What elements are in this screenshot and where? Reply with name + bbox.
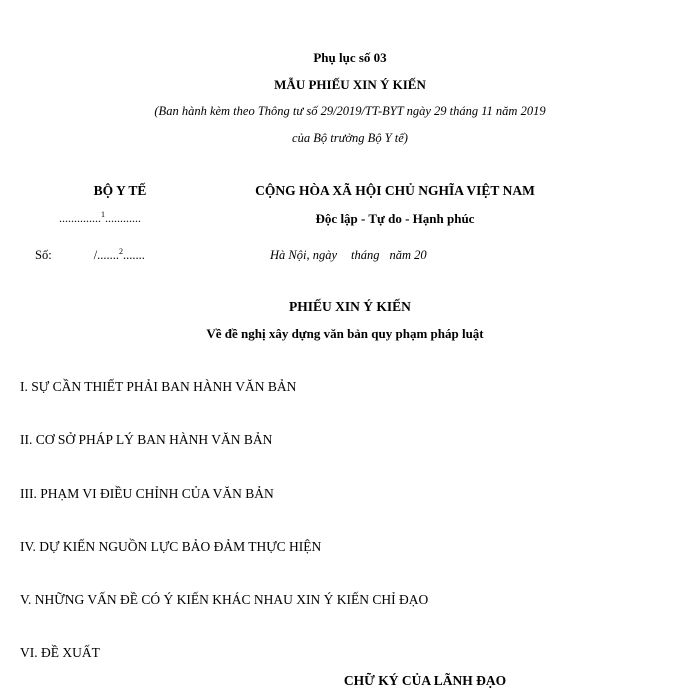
section-heading: VI. ĐỀ XUẤT	[20, 645, 100, 660]
date-month: tháng	[351, 248, 380, 262]
document-title: PHIẾU XIN Ý KIẾN	[289, 299, 411, 314]
national-motto: Độc lập - Tự do - Hạnh phúc	[315, 211, 475, 226]
date-place: Hà Nội, ngày	[270, 248, 338, 262]
document-number	[35, 248, 145, 263]
appendix-number: Phụ lục số 03	[313, 50, 387, 65]
form-title: MẪU PHIẾU XIN Ý KIẾN	[274, 77, 426, 92]
number-slash: /.......	[93, 248, 120, 262]
section-heading: I. SỰ CẦN THIẾT PHẢI BAN HÀNH VĂN BẢN	[20, 379, 297, 394]
place-date-line	[270, 248, 427, 263]
section-heading: V. NHỮNG VẤN ĐỀ CÓ Ý KIẾN KHÁC NHAU XIN Ý KIẾN CHỈ ĐẠO	[20, 592, 429, 607]
date-year: năm 20	[389, 248, 427, 262]
republic-heading: CỘNG HÒA XÃ HỘI CHỦ NGHĨA VIỆT NAM	[255, 183, 535, 198]
signature-heading: CHỮ KÝ CỦA LÃNH ĐẠO	[343, 673, 507, 688]
issued-note-line1: (Ban hành kèm theo Thông tư số 29/2019/TT-BYT ngày 29 tháng 11 năm 2019	[154, 104, 546, 118]
section-heading: IV. DỰ KIẾN NGUỒN LỰC BẢO ĐẢM THỰC HIỆN	[20, 539, 322, 554]
unit-placeholder	[30, 211, 170, 226]
issued-note-line2: của Bộ trưởng Bộ Y tế)	[292, 131, 408, 145]
number-tail: .......	[123, 248, 145, 262]
footnote-ref-2: 2	[119, 246, 124, 256]
section-heading: III. PHẠM VI ĐIỀU CHỈNH CỦA VĂN BẢN	[20, 486, 274, 501]
unit-dots-b: ............	[105, 211, 141, 225]
ministry-name: BỘ Y TẾ	[93, 183, 147, 198]
section-heading: II. CƠ SỞ PHÁP LÝ BAN HÀNH VĂN BẢN	[20, 432, 273, 447]
footnote-ref-1: 1	[101, 210, 105, 219]
number-label: Số:	[35, 248, 52, 262]
unit-dots-a: ..............	[59, 211, 101, 225]
document-subtitle: Về đề nghị xây dựng văn bản quy phạm pháp luật	[206, 326, 484, 341]
